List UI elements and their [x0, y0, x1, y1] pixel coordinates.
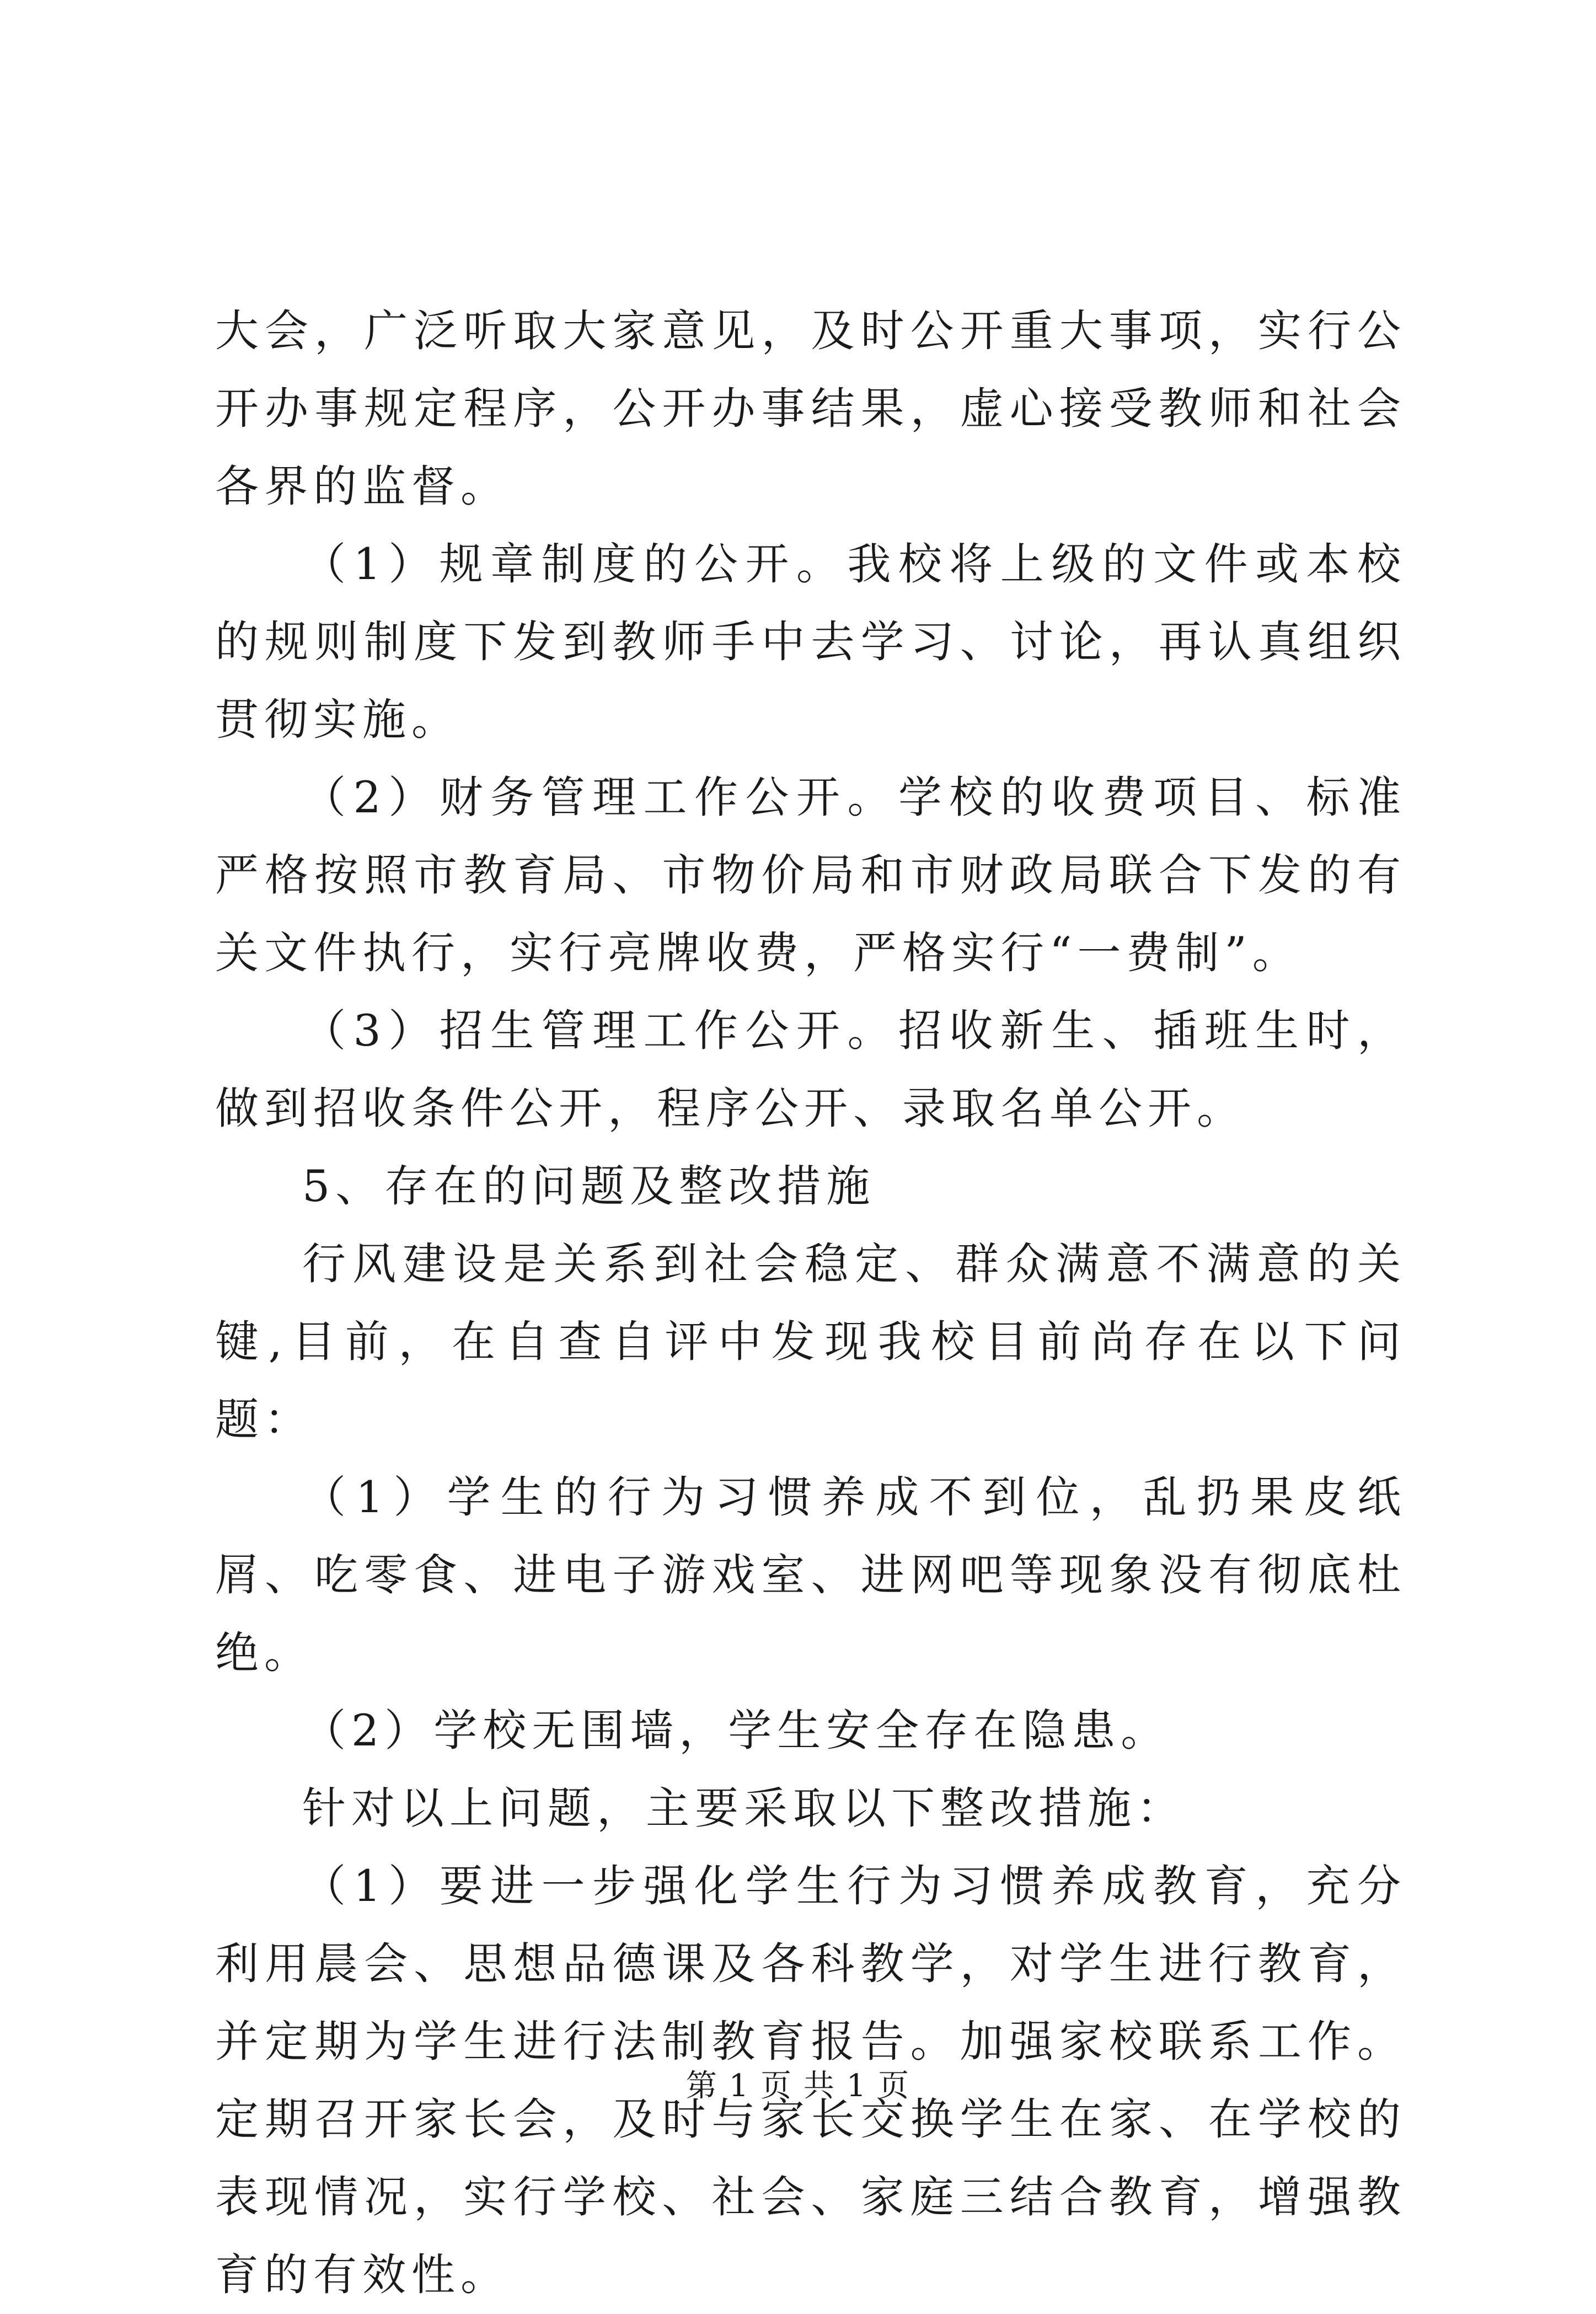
section-heading-problems: 5、存在的问题及整改措施	[302, 1161, 876, 1212]
document-body	[215, 292, 1406, 2314]
page-footer: 第 1 页 共 1 页	[685, 2068, 911, 2104]
paragraph-finance-disclosure: （2）财务管理工作公开。学校的收费项目、标准严格按照市教育局、市物价局和市财政局联合下发的有关文件执行，实行亮牌收费，严格实行“一费制”。	[215, 772, 1406, 978]
paragraph-disclosure-intro: 大会，广泛听取大家意见，及时公开重大事项，实行公开办事规定程序，公开办事结果，虚心接受教师和社会各界的监督。	[215, 306, 1406, 512]
paragraph-measure-education: （1）要进一步强化学生行为习惯养成教育，充分利用晨会、思想品德课及各科教学，对学生进行教育，并定期为学生进行法制教育报告。加强家校联系工作。定期召开家长会，及时与家长交换学生在家、在学校的表现情况，实行学校、社会、家庭三结合教育，增强教育的有效性。	[215, 1861, 1406, 2300]
paragraph-rules-disclosure: （1）规章制度的公开。我校将上级的文件或本校的规则制度下发到教师手中去学习、讨论，再认真组织贯彻实施。	[215, 539, 1406, 745]
paragraph-measures-intro: 针对以上问题，主要采取以下整改措施：	[302, 1783, 1186, 1834]
paragraph-enrollment-disclosure: （3）招生管理工作公开。招收新生、插班生时，做到招收条件公开，程序公开、录取名单公开。	[215, 1005, 1406, 1134]
paragraph-problems-intro: 行风建设是关系到社会稳定、群众满意不满意的关键,目前，在自查自评中发现我校目前尚存在以下问题：	[215, 1239, 1406, 1445]
paragraph-problem-safety: （2）学校无围墙，学生安全存在隐患。	[302, 1705, 1170, 1756]
paragraph-problem-habits: （1）学生的行为习惯养成不到位，乱扔果皮纸屑、吃零食、进电子游戏室、进网吧等现象没有彻底杜绝。	[215, 1472, 1406, 1678]
